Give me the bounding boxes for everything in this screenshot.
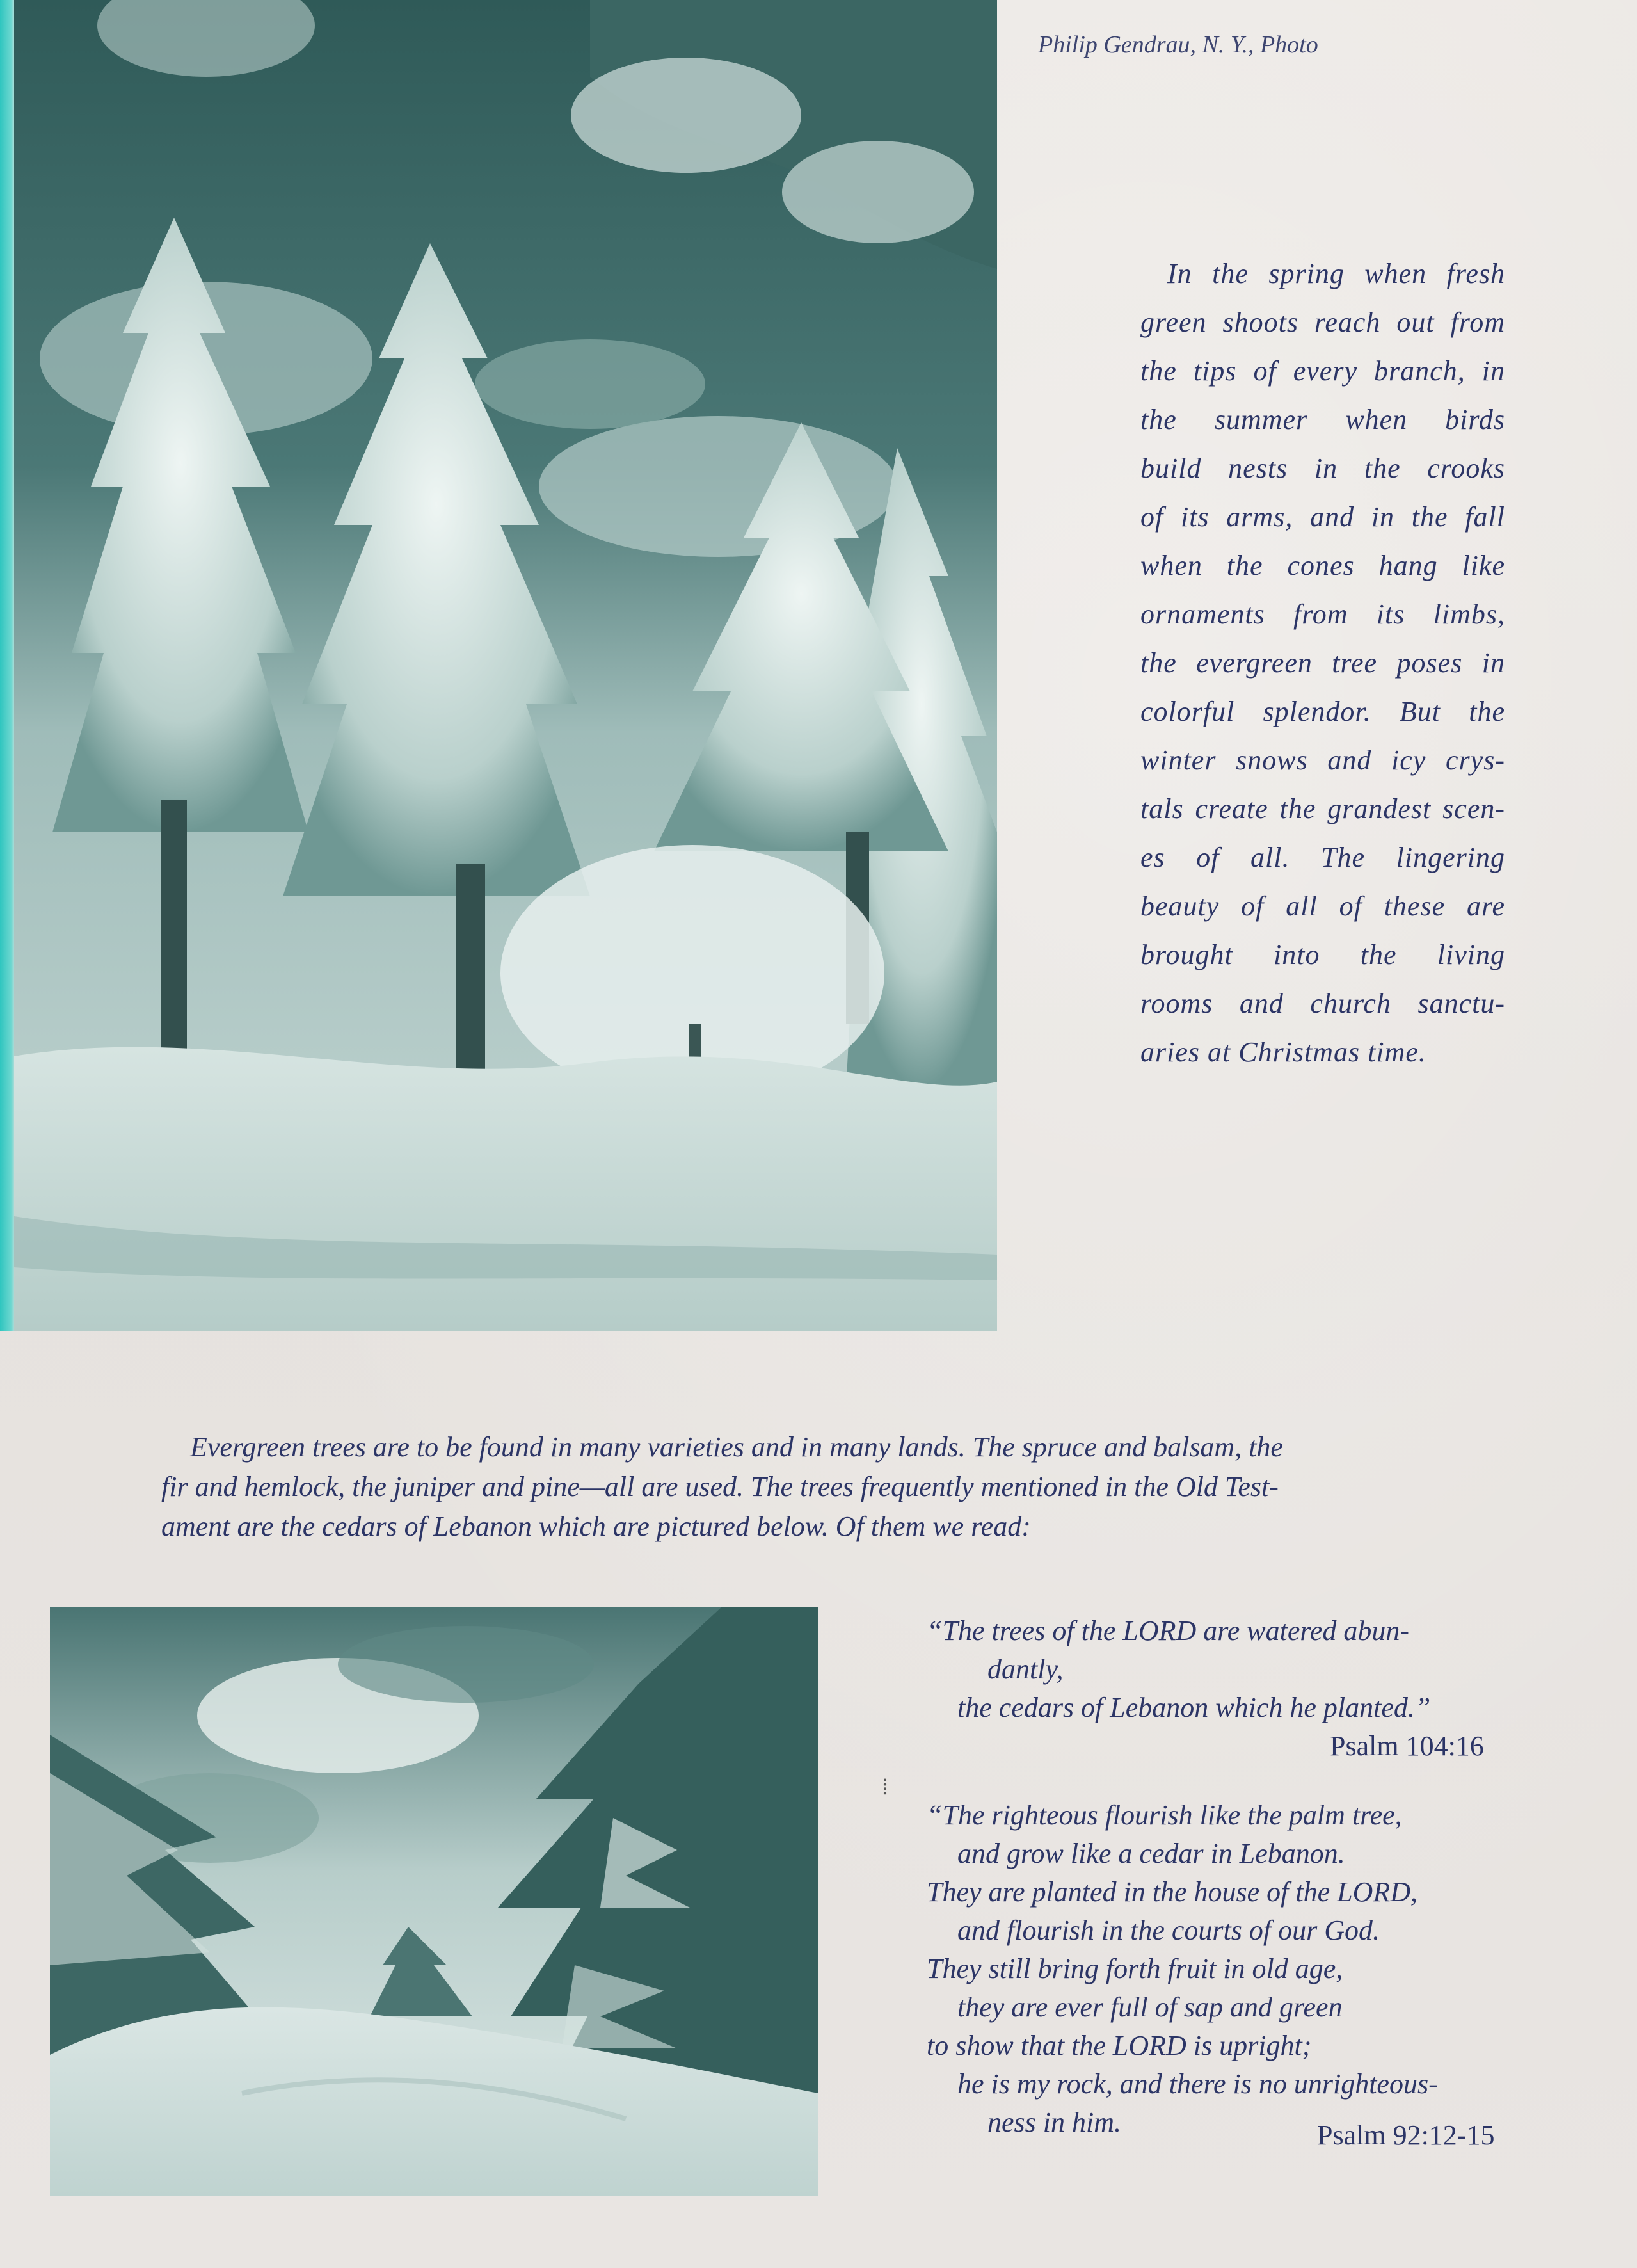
psalm-104-quote — [927, 1612, 1579, 1727]
text-line: build nests in the crooks — [1140, 453, 1505, 484]
text-line: brought into the living — [1140, 939, 1505, 970]
text-line: they are ever full of sap and green — [957, 1991, 1343, 2023]
text-line: ornaments from its limbs, — [1140, 599, 1505, 630]
text-line: They are planted in the house of the LORD, — [927, 1876, 1418, 1908]
text-line: dantly, — [987, 1653, 1064, 1685]
psalm-104-reference: Psalm 104:16 — [1330, 1730, 1484, 1762]
text-line: and grow like a cedar in Lebanon. — [957, 1838, 1345, 1869]
text-line: green shoots reach out from — [1140, 307, 1505, 338]
text-line: to show that the LORD is upright; — [927, 2030, 1312, 2061]
photo-credit: Philip Gendrau, N. Y., Photo — [1038, 31, 1318, 58]
text-line: of its arms, and in the fall — [1140, 501, 1505, 533]
seasons-paragraph — [1140, 250, 1505, 1077]
evergreen-paragraph — [161, 1428, 1444, 1547]
text-line: the cedars of Lebanon which he planted.” — [957, 1692, 1431, 1723]
psalm-92-reference: Psalm 92:12-15 — [1317, 2119, 1495, 2151]
text-line: tals create the grandest scen- — [1140, 793, 1505, 824]
text-line: Evergreen trees are to be found in many varieties and in many lands. The spruce and balsam, the — [190, 1431, 1283, 1463]
scan-mark: ⁞ — [882, 1774, 889, 1799]
text-line: ness in him. — [987, 2107, 1121, 2138]
snowy-forest-photo — [14, 0, 997, 1331]
text-line: es of all. The lingering — [1140, 842, 1505, 873]
text-line: beauty of all of these are — [1140, 890, 1505, 922]
text-line: colorful splendor. But the — [1140, 696, 1505, 727]
text-line: aries at Christmas time. — [1140, 1036, 1426, 1068]
psalm-92-quote — [927, 1796, 1579, 2142]
text-line: “The trees of the LORD are watered abun- — [927, 1615, 1410, 1646]
text-line: ament are the cedars of Lebanon which are pictured below. Of them we read: — [161, 1511, 1031, 1542]
text-line: In the spring when fresh — [1167, 258, 1505, 289]
text-line: the tips of every branch, in — [1140, 355, 1505, 387]
text-line: fir and hemlock, the juniper and pine—all are used. The trees frequently mentioned in the Old Test- — [161, 1471, 1279, 1502]
text-line: winter snows and icy crys- — [1140, 744, 1505, 776]
text-line: and flourish in the courts of our God. — [957, 1915, 1380, 1946]
text-line: the summer when birds — [1140, 404, 1505, 435]
text-line: he is my rock, and there is no unrighteous- — [957, 2068, 1438, 2100]
text-line: the evergreen tree poses in — [1140, 647, 1505, 679]
cedars-of-lebanon-photo — [50, 1607, 818, 2196]
text-line: “The righteous flourish like the palm tree, — [927, 1799, 1402, 1831]
text-line: rooms and church sanctu- — [1140, 988, 1505, 1019]
text-line: They still bring forth fruit in old age, — [927, 1953, 1343, 1984]
text-line: when the cones hang like — [1140, 550, 1505, 581]
